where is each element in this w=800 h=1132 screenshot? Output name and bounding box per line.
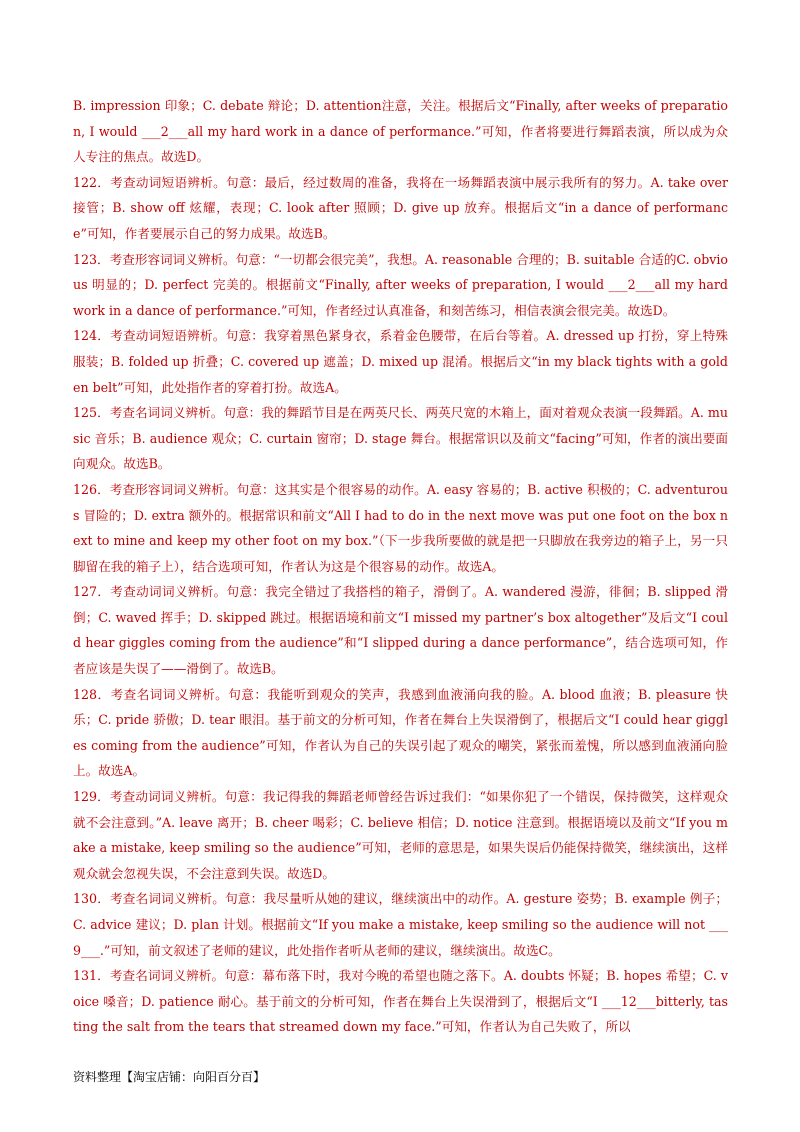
- paragraph-122: 122．考查动词短语辨析。句意：最后，经过数周的准备，我将在一场舞蹈表演中展示我所有的努力。A. take over 接管；B. show off 炫耀，表现；C. look after 照顾；D. give up 放弃。根据后文“in a dance of performance”可知，作者要展示自己的努力成果。故选B。: [73, 174, 728, 241]
- paragraph-121-continued: B. impression 印象；C. debate 辩论；D. attention注意，关注。根据后文“Finally, after weeks of preparation, I would ___2___all my hard work in a dance of performance.”可知，作者将要进行舞蹈表演，所以成为众人专注的焦点。故选D。: [73, 98, 728, 165]
- paragraph-131: 131．考查名词词义辨析。句意：幕布落下时，我对今晚的希望也随之落下。A. doubts 怀疑；B. hopes 希望；C. voice 嗓音；D. patience 耐心。基于前文的分析可知，作者在舞台上失误滑到了，根据后文“I ___12___bitterly, tasting the salt from the tears that streamed down my face.”可知，作者认为自己失败了，所以: [73, 968, 728, 1035]
- paragraph-130: 130．考查名词词义辨析。句意：我尽量听从她的建议，继续演出中的动作。A. gesture 姿势；B. example 例子；C. advice 建议；D. plan 计划。根据前文“If you make a mistake, keep smiling so the audience will not ___9___.”可知，前文叙述了老师的建议，此处指作者听从老师的建议，继续演出。故选C。: [73, 891, 728, 958]
- paragraph-127: 127．考查动词词义辨析。句意：我完全错过了我搭档的箱子，滑倒了。A. wandered 漫游，徘徊；B. slipped 滑倒；C. waved 挥手；D. skipped 跳过。根据语境和前文“I missed my partner’s box altogether”及后文“I could hear giggles coming from the audience”和“I slipped during a dance performance”，结合选项可知，作者应该是失误了——滑倒了。故选B。: [73, 584, 728, 677]
- paragraph-128: 128．考查名词词义辨析。句意：我能听到观众的笑声，我感到血液涌向我的脸。A. blood 血液；B. pleasure 快乐；C. pride 骄傲；D. tear 眼泪。基于前文的分析可知，作者在舞台上失误滑倒了，根据后文“I could hear giggles coming from the audience”可知，作者认为自己的失误引起了观众的嘲笑，紧张而羞愧，所以感到血液涌向脸上。故选A。: [73, 686, 728, 779]
- page-footer: 资料整理【淘宝店铺：向阳百分百】: [73, 1070, 266, 1084]
- paragraph-124: 124．考查动词短语辨析。句意：我穿着黑色紧身衣，系着金色腰带，在后台等着。A. dressed up 打扮，穿上特殊服装；B. folded up 折叠；C. covered up 遮盖；D. mixed up 混淆。根据后文“in my black tights with a golden belt”可知，此处指作者的穿着打扮。故选A。: [73, 328, 728, 395]
- paragraph-123: 123．考查形容词词义辨析。句意：“一切都会很完美”，我想。A. reasonable 合理的；B. suitable 合适的C. obvious 明显的；D. perfect 完美的。根据前文“Finally, after weeks of preparation, I would ___2___all my hard work in a dance of performance.”可知，作者经过认真准备，和刻苦练习，相信表演会很完美。故选D。: [73, 251, 728, 318]
- paragraph-125: 125．考查名词词义辨析。句意：我的舞蹈节目是在两英尺长、两英尺宽的木箱上，面对着观众表演一段舞蹈。A. music 音乐；B. audience 观众；C. curtain 窗帘；D. stage 舞台。根据常识以及前文“facing”可知，作者的演出要面向观众。故选B。: [73, 405, 728, 472]
- paragraph-129: 129．考查动词词义辨析。句意：我记得我的舞蹈老师曾经告诉过我们：“如果你犯了一个错误，保持微笑，这样观众就不会注意到。”A. leave 离开；B. cheer 喝彩；C. believe 相信；D. notice 注意到。根据语境以及前文“If you make a mistake, keep smiling so the audience”可知，老师的意思是，如果失误后仍能保持微笑，继续演出，这样观众就会忽视失误，不会注意到失误。故选D。: [73, 789, 728, 881]
- paragraph-126: 126．考查形容词词义辨析。句意：这其实是个很容易的动作。A. easy 容易的；B. active 积极的；C. adventurous 冒险的；D. extra 额外的。根据常识和前文“All I had to do in the next move was put one foot on the box next to mine and keep my other foot on my box.”（下一步我所要做的就是把一只脚放在我旁边的箱子上，另一只脚留在我的箱子上），结合选项可知，作者认为这是个很容易的动作。故选A。: [73, 481, 728, 574]
- answer-explanations: [73, 93, 728, 1040]
